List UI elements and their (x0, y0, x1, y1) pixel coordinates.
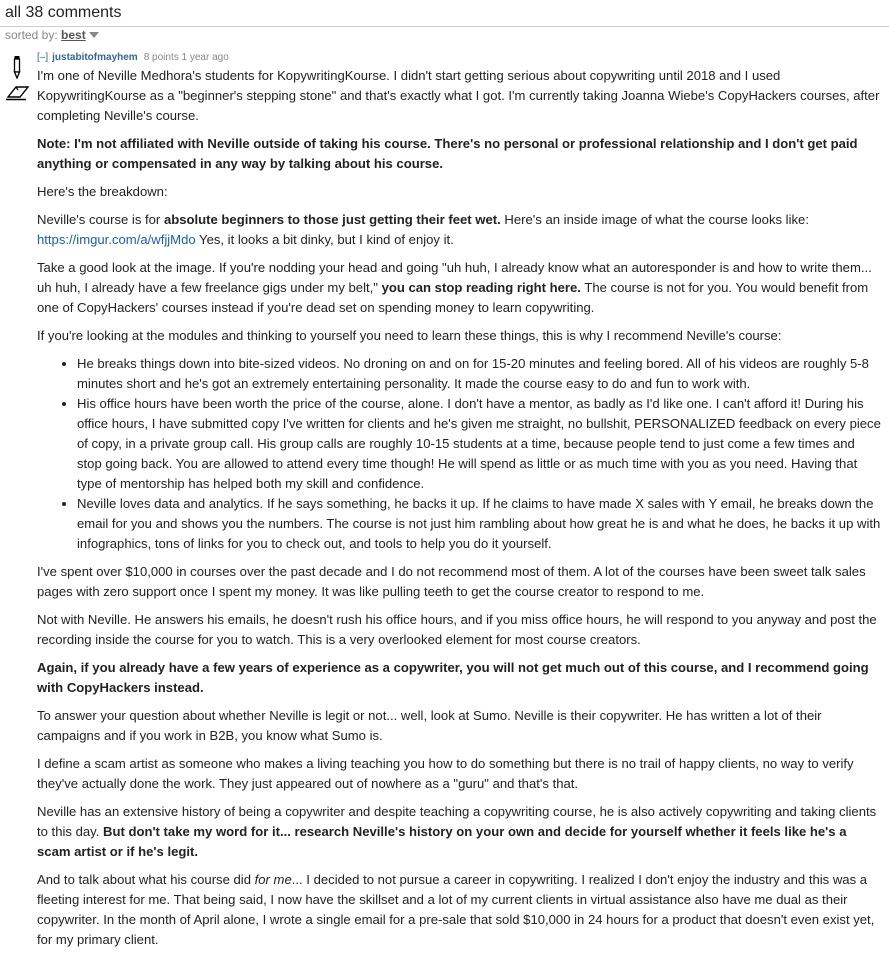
sort-value[interactable]: best (61, 28, 86, 42)
paragraph-disclaimer: Note: I'm not affiliated with Neville outside of taking his course. There's no personal or professional relationship and I don't get paid anything or compensated in any way by talking about his course. (37, 136, 858, 171)
comment-body (37, 66, 881, 958)
bold-span: absolute beginners to those just getting their feet wet. (163, 212, 501, 227)
sort-label: sorted by: (5, 28, 58, 42)
italic-span: for me (254, 872, 292, 887)
paragraph-scam-definition: I define a scam artist as someone who makes a living teaching you how to do something but there is no trail of happy clients, no way to verify they've actually done the work. They just appeared out of nowhere as a "guru" and that's that. (37, 756, 854, 791)
text-span: And to talk about what his course did (37, 872, 255, 887)
paragraph-why-recommend: If you're looking at the modules and thinking to yourself you need to learn these things, this is why I recommend Neville's course: (37, 328, 782, 343)
paragraph-again: Again, if you already have a few years of experience as a copywriter, you will not get much out of this course, and I recommend going with CopyHackers instead. (37, 660, 869, 695)
paragraph-course-audience (37, 210, 881, 250)
paragraph-for-me (37, 870, 881, 950)
comment-points: 8 points (143, 52, 179, 63)
collapse-toggle[interactable]: [–] (37, 52, 49, 63)
bold-span: you can stop reading right here. (381, 280, 581, 295)
paragraph-intro: I'm one of Neville Medhora's students for KopywritingKourse. I didn't start getting serious about copywriting until 2018 and I used KopywritingKourse as a "beginner's stepping stone" and that's exactly what I got. I'm currently taking Joanna Wiebe's CopyHackers courses, after completing Neville's course. (37, 68, 880, 123)
text-span: Take a good look at the image. If you're nodding your head and going "uh huh, I already know what an autoresponder is and how to write them... uh huh, I already have a few freelance gigs under my belt," (37, 260, 872, 295)
text-span: ... I decided to not pursue a career in copywriting. I realized I don't enjoy the industry and this was a fleeting interest for me. That being said, I now have the skillset and a lot of my current clients in virtual assistance also have me dual as their copywriter. In the month of April alone, I wrote a single email for a pre-sale that sold $10,000 in 24 hours for a product that doesn't even exist yet, for my primary client. (37, 872, 875, 947)
comment-age: 1 year ago (181, 52, 229, 63)
list-item: • His office hours have been worth the price of the course, alone. I don't have a mentor, as badly as I'd like one. I can't afford it! During his office hours, I have submitted copy I've written for clients and he's given me straight, no bullshit, PERSONALIZED feedback on every piece of copy, in a private group call. His group calls are roughly 10-15 students at a time, because people tend to just come a few times and stop going back. You are allowed to attend every time though! He will spend as little or as much time with you as you need. Having that type of mentorship has helped both my skill and confidence. (77, 394, 881, 494)
sort-control[interactable] (5, 28, 99, 42)
paragraph-breakdown-label: Here's the breakdown: (37, 184, 168, 199)
comment-meta (37, 52, 229, 63)
text-span: Neville has an extensive history of being a copywriter and despite teaching a copywriting course, he is also actively copywriting and taking clients to this day. (37, 804, 877, 839)
paragraph-spent-money: I've spent over $10,000 in courses over the past decade and I do not recommend most of them. A lot of the courses have been sweet talk sales pages with zero support once I spent my money. It was like pulling teeth to get the course creator to respond to me. (37, 564, 866, 599)
list-item: • Neville loves data and analytics. If he says something, he backs it up. If he claims to have made X sales with Y email, he breaks down the email for you and shows you the numbers. The course is not just him rambling about how great he is and what he does, he backs it up with infographics, tons of links for you to check out, and tools to help you do it yourself. (77, 494, 881, 554)
paragraph-not-with-neville: Not with Neville. He answers his emails, he doesn't rush his office hours, and if you miss office hours, he will respond to you anyway and post the recording inside the course for you to watch. This is a very overlooked element for most course creators. (37, 612, 877, 647)
eraser-icon[interactable] (5, 83, 31, 101)
text-span: Yes, it looks a bit dinky, but I kind of enjoy it. (195, 232, 454, 247)
pencil-icon[interactable] (12, 55, 22, 79)
paragraph-history (37, 802, 881, 862)
reasons-list (37, 354, 881, 554)
list-item: • He breaks things down into bite-sized videos. No droning on and on for 15-20 minutes and feeling bored. All of his videos are roughly 5-8 minutes short and he's got an extremely entertaining personality. It made the course easy to do and fun to work with. (77, 354, 881, 394)
header-divider (0, 26, 889, 27)
paragraph-look-at-image (37, 258, 881, 318)
author-link[interactable]: justabitofmayhem (52, 52, 138, 63)
chevron-down-icon[interactable] (89, 32, 99, 38)
text-span: Neville's course is for (37, 212, 164, 227)
text-span: Here's an inside image of what the course looks like: (500, 212, 809, 227)
bold-span: But don't take my word for it... research Neville's history on your own and decide for yourself whether it feels like he's a scam artist or if he's legit. (37, 824, 847, 859)
text-span: The course is not for you. You would benefit from one of CopyHackers' courses instead if you're dead set on spending money to learn copywriting. (37, 280, 869, 315)
imgur-link[interactable]: https://imgur.com/a/wfjjMdo (37, 232, 196, 247)
paragraph-sumo: To answer your question about whether Neville is legit or not... well, look at Sumo. Neville is their copywriter. He has written a lot of their campaigns and if you work in B2B, you know what Sumo is. (37, 708, 822, 743)
comments-count-title: all 38 comments (5, 4, 122, 21)
